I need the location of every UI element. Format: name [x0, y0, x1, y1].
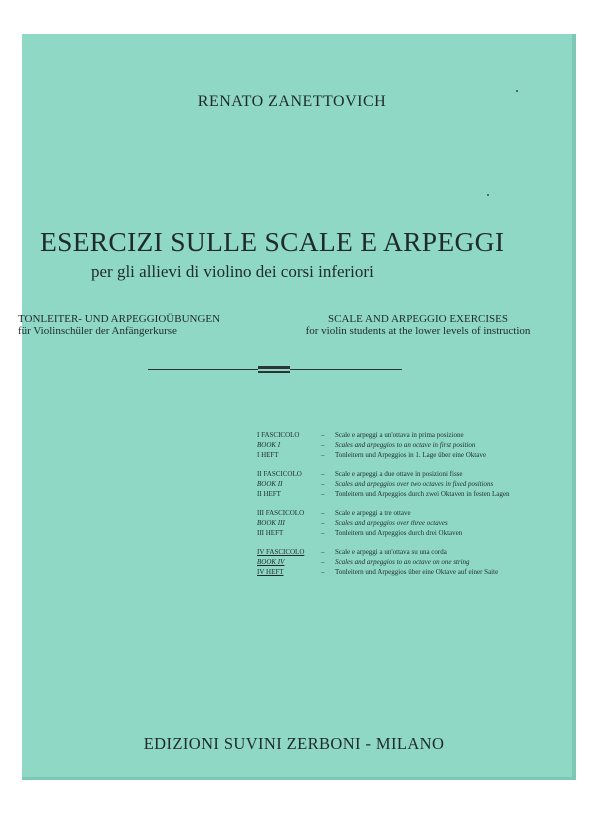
- book-row: [257, 547, 509, 557]
- book-entry-1: [257, 430, 509, 460]
- dash: –: [321, 490, 325, 498]
- book-description: Scales and arpeggios to an octave on one string: [335, 558, 470, 566]
- book-label: BOOK I: [257, 441, 281, 449]
- english-title-block: [268, 313, 568, 337]
- dash: –: [321, 431, 325, 439]
- book-row: [257, 479, 509, 489]
- author-name: RENATO ZANETTOVICH: [197, 93, 387, 110]
- book-row: [257, 450, 509, 460]
- book-row: [257, 489, 509, 499]
- book-label: BOOK II: [257, 480, 283, 488]
- book-row: [257, 557, 509, 567]
- dash: –: [321, 441, 325, 449]
- book-row: [257, 440, 509, 450]
- dash: –: [321, 451, 325, 459]
- dash: –: [321, 470, 325, 478]
- dash: –: [321, 519, 325, 527]
- main-title: ESERCIZI SULLE SCALE E ARPEGGI: [40, 226, 505, 257]
- cover-page: [18, 34, 576, 780]
- book-label: BOOK III: [257, 519, 285, 527]
- english-subheading: for violin students at the lower levels of instruction: [305, 325, 531, 337]
- book-label: II HEFT: [257, 490, 281, 498]
- subtitle: per gli allievi di violino dei corsi inferiori: [91, 262, 374, 281]
- publisher-name: EDIZIONI SUVINI ZERBONI - MILANO: [143, 734, 445, 753]
- divider-left: [148, 369, 258, 370]
- german-title-block: [18, 313, 220, 337]
- divider-right: [290, 369, 402, 370]
- dash: –: [321, 568, 325, 576]
- book-description: Scales and arpeggios to an octave in first position: [335, 441, 476, 449]
- divider-center-lower: [258, 371, 290, 373]
- book-label: III FASCICOLO: [257, 509, 305, 517]
- book-entry-4: [257, 547, 509, 577]
- book-row: [257, 567, 509, 577]
- book-entry-3: [257, 508, 509, 538]
- book-description: Scale e arpeggi a un'ottava su una corda: [335, 548, 447, 556]
- book-description: Tonleitern und Arpeggios durch zwei Oktaven in festen Lagen: [335, 490, 510, 498]
- book-row: [257, 430, 509, 440]
- book-description: Scale e arpeggi a tre ottave: [335, 509, 411, 517]
- book-row: [257, 518, 509, 528]
- book-description: Tonleitern und Arpeggios in 1. Lage über eine Oktave: [335, 451, 486, 459]
- book-description: Scales and arpeggios over two octaves in fixed positions: [335, 480, 494, 488]
- book-description: Tonleitern und Arpeggios über eine Oktave auf einer Saite: [335, 568, 499, 576]
- book-description: Scales and arpeggios over three octaves: [335, 519, 448, 527]
- book-description: Tonleitern und Arpeggios durch drei Oktaven: [335, 529, 463, 537]
- dash: –: [321, 509, 325, 517]
- book-entry-2: [257, 469, 509, 499]
- book-row: [257, 469, 509, 479]
- german-heading: TONLEITER- UND ARPEGGIOÜBUNGEN: [18, 313, 221, 325]
- paper-speck: [487, 194, 489, 196]
- book-label: III HEFT: [257, 529, 284, 537]
- book-label: IV FASCICOLO: [257, 548, 305, 556]
- book-label: BOOK IV: [257, 558, 285, 566]
- english-heading: SCALE AND ARPEGGIO EXERCISES: [328, 313, 508, 325]
- book-description: Scale e arpeggi a due ottave in posizioni fisse: [335, 470, 463, 478]
- paper-speck: [516, 90, 518, 92]
- book-row: [257, 508, 509, 518]
- book-label: I HEFT: [257, 451, 279, 459]
- dash: –: [321, 480, 325, 488]
- book-label: I FASCICOLO: [257, 431, 300, 439]
- book-row: [257, 528, 509, 538]
- dash: –: [321, 548, 325, 556]
- dash: –: [321, 558, 325, 566]
- divider-center-upper: [258, 366, 290, 369]
- book-list: [257, 430, 509, 586]
- german-subheading: für Violinschüler der Anfängerkurse: [18, 325, 177, 337]
- book-label: IV HEFT: [257, 568, 284, 576]
- dash: –: [321, 529, 325, 537]
- book-label: II FASCICOLO: [257, 470, 302, 478]
- book-description: Scale e arpeggi a un'ottava in prima posizione: [335, 431, 464, 439]
